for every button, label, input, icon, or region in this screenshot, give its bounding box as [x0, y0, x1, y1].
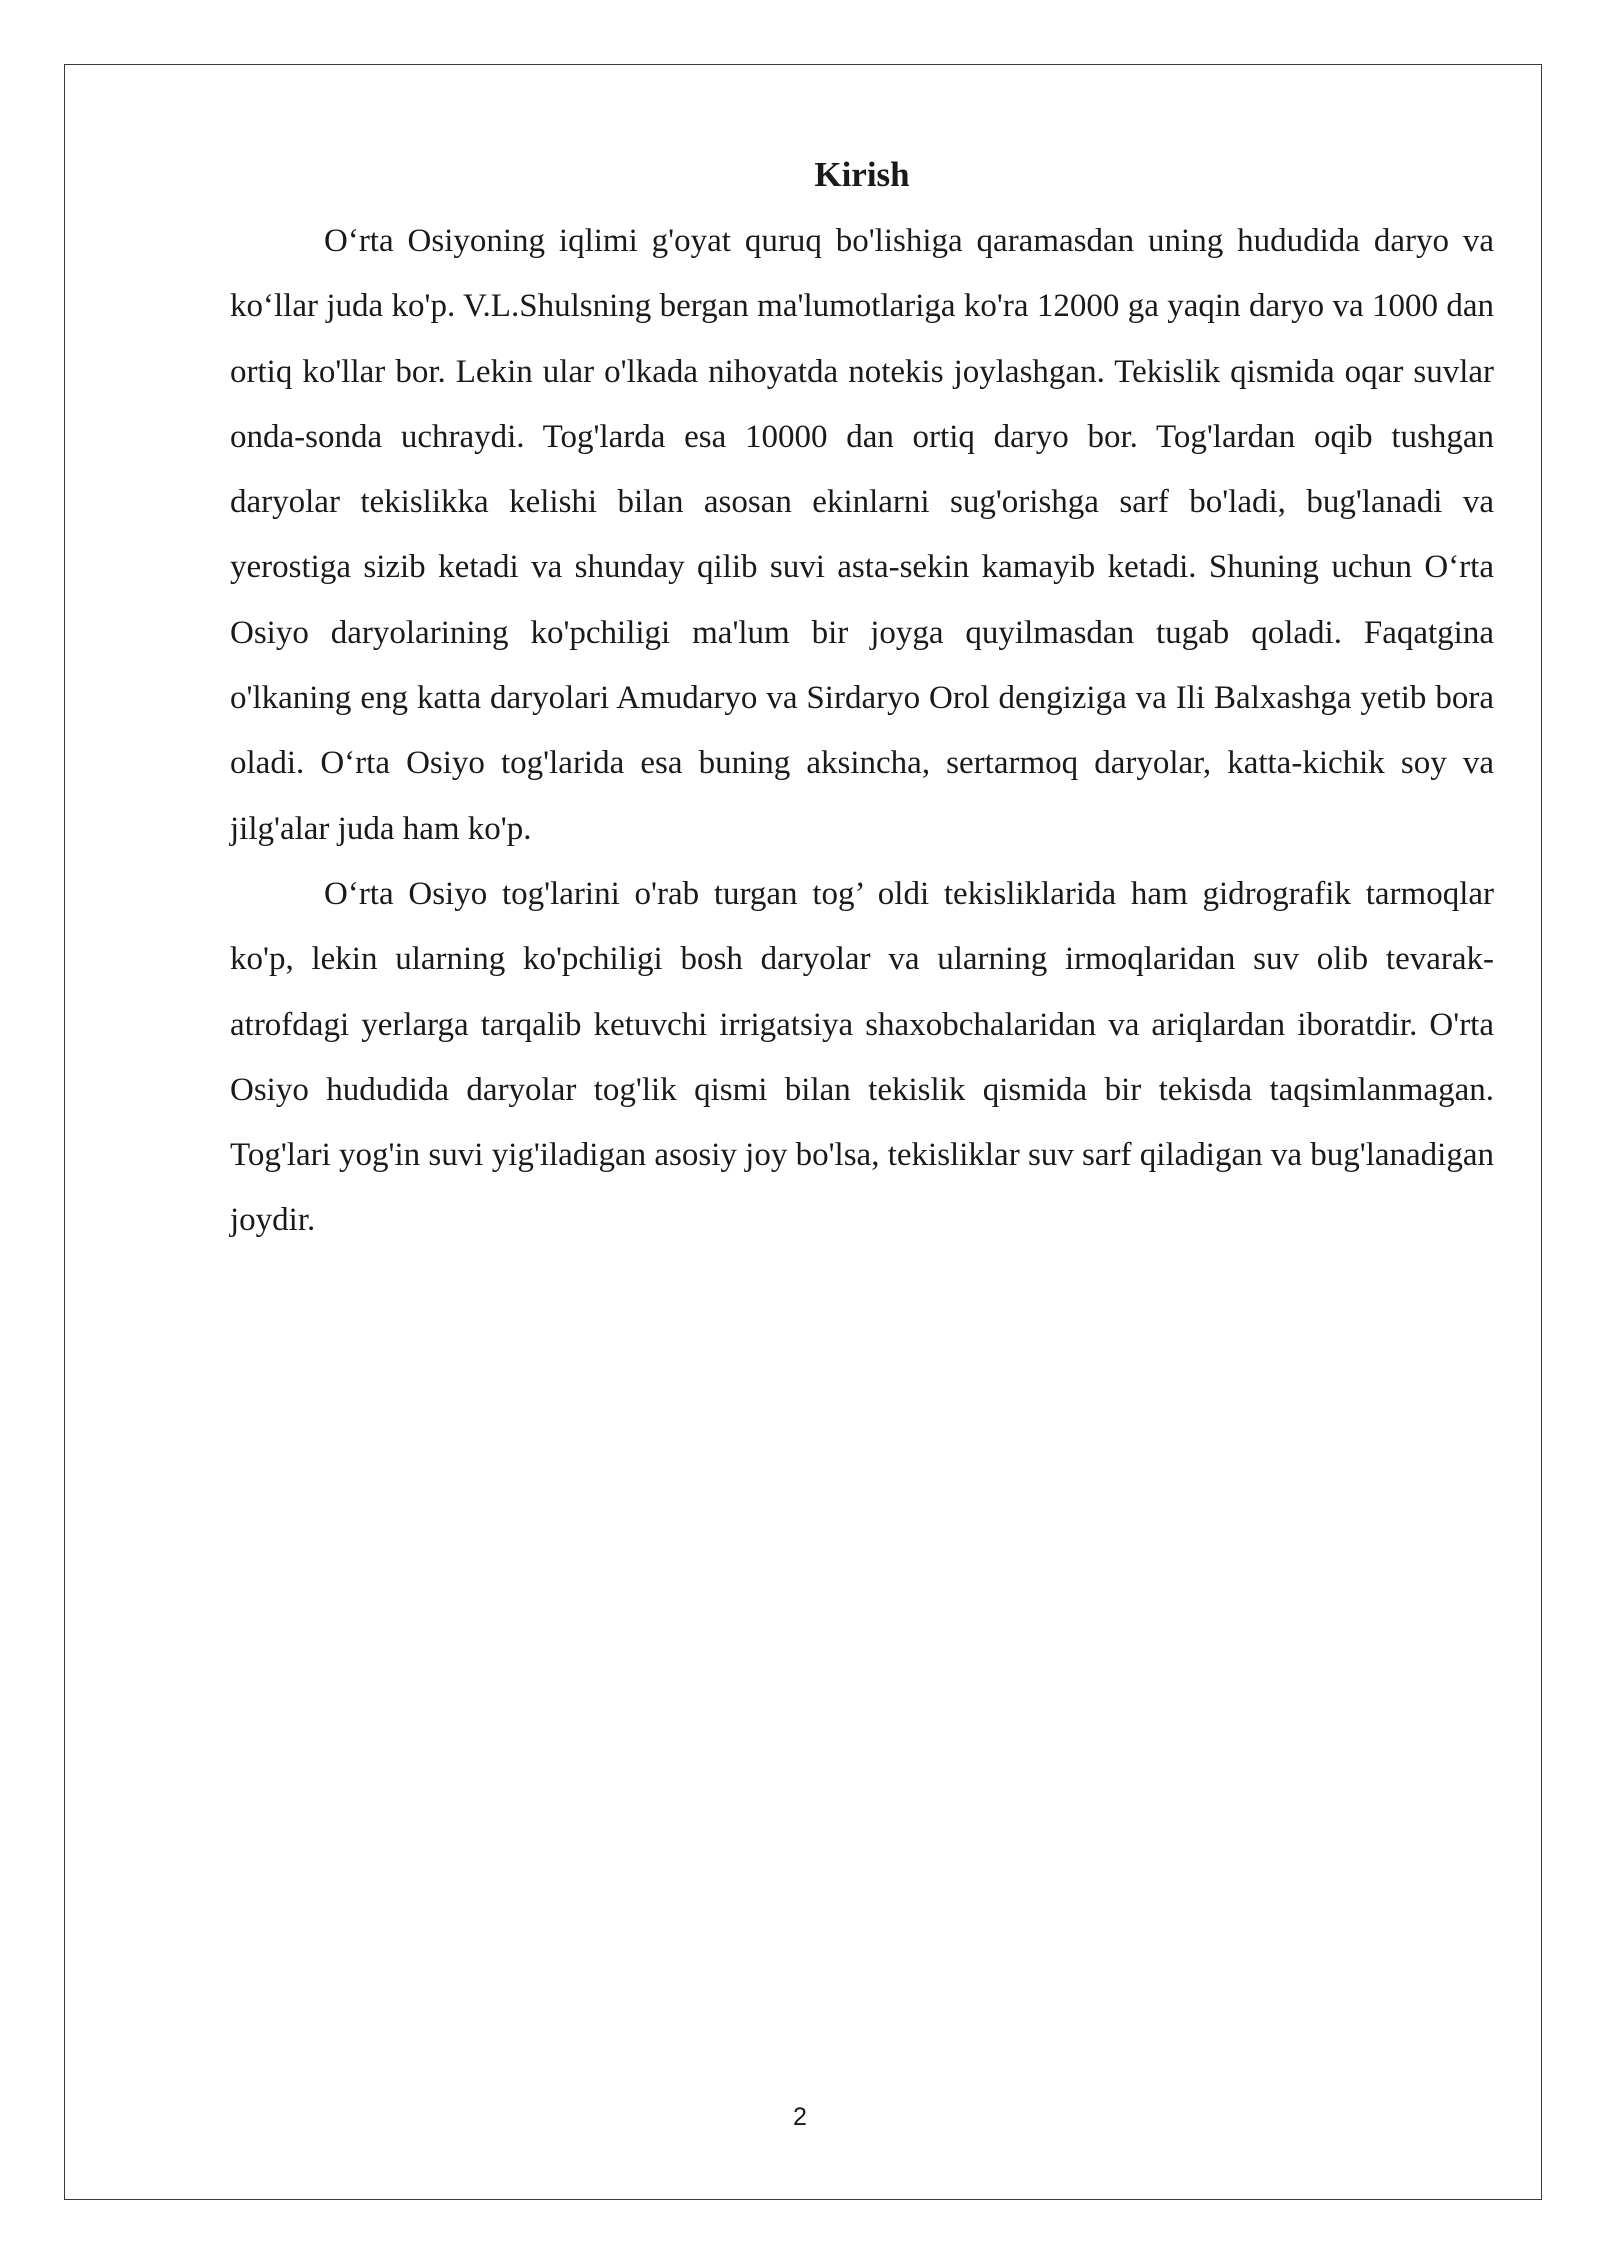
page-number: 2	[793, 2103, 807, 2131]
page-content	[230, 145, 1494, 1254]
paragraph-1: O‘rta Osiyoning iqlimi g'oyat quruq bo'lishiga qaramasdan uning hududida daryo va ko‘llar juda ko'p. V.L.Shulsning bergan ma'lumotlariga ko'ra 12000 ga yaqin daryo va 1000 dan ortiq ko'llar bor. Lekin ular o'lkada nihoyatda notekis joylashgan. Tekislik qismida oqar suvlar onda-sonda uchraydi. Tog'larda esa 10000 dan ortiq daryo bor. Tog'lardan oqib tushgan daryolar tekislikka kelishi bilan asosan ekinlarni sug'orishga sarf bo'ladi, bug'lanadi va yerostiga sizib ketadi va shunday qilib suvi asta-sekin kamayib ketadi. Shuning uchun O‘rta Osiyo daryolarining ko'pchiligi ma'lum bir joyga quyilmasdan tugab qoladi. Faqatgina o'lkaning eng katta daryolari Amudaryo va Sirdaryo Orol dengiziga va Ili Balxashga yetib bora oladi. O‘rta Osiyo tog'larida esa buning aksincha, sertarmoq daryolar, katta-kichik soy va jilg'alar juda ham ko'p.	[230, 223, 1494, 847]
section-heading: Kirish	[814, 155, 910, 194]
paragraph-2: O‘rta Osiyo tog'larini o'rab turgan tog’ oldi tekisliklarida ham gidrografik tarmoqlar ko'p, lekin ularning ko'pchiligi bosh daryolar va ularning irmoqlaridan suv olib tevarak-atrofdagi yerlarga tarqalib ketuvchi irrigatsiya shaxobchalaridan va ariqlardan iboratdir. O'rta Osiyo hududida daryolar tog'lik qismi bilan tekislik qismida bir tekisda taqsimlanmagan. Tog'lari yog'in suvi yig'iladigan asosiy joy bo'lsa, tekisliklar suv sarf qiladigan va bug'lanadigan joydir.	[230, 875, 1494, 1239]
